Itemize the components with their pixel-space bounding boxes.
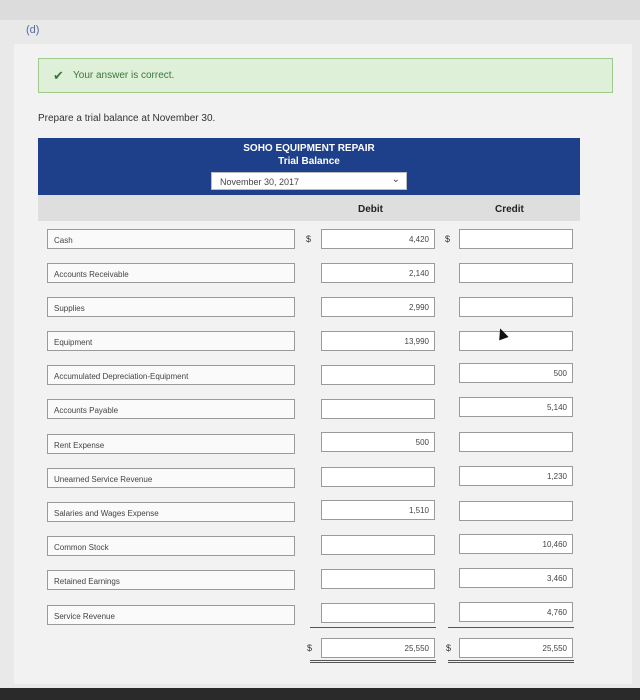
account-select-rent-expense[interactable]: Rent Expense [47, 434, 295, 454]
account-select-service-revenue[interactable]: Service Revenue [47, 605, 295, 625]
total-credit-input[interactable]: 25,550 [459, 638, 573, 658]
account-select-unearned-service-revenue[interactable]: Unearned Service Revenue [47, 468, 295, 488]
credit-input-salaries-wages-expense[interactable] [459, 501, 573, 521]
debit-input-cash[interactable]: 4,420 [321, 229, 435, 249]
account-select-accounts-payable[interactable]: Accounts Payable [47, 399, 295, 419]
credit-input-cash[interactable] [459, 229, 573, 249]
debit-column-header: Debit [358, 204, 383, 215]
credit-total-double-rule [448, 660, 574, 663]
credit-input-accounts-receivable[interactable] [459, 263, 573, 283]
bottom-strip [0, 688, 640, 700]
debit-input-accounts-payable[interactable] [321, 399, 435, 419]
total-debit-dollar-sign: $ [307, 643, 313, 653]
credit-input-accounts-payable[interactable]: 5,140 [459, 397, 573, 417]
debit-input-unearned-service-revenue[interactable] [321, 467, 435, 487]
credit-input-unearned-service-revenue[interactable]: 1,230 [459, 466, 573, 486]
debit-input-service-revenue[interactable] [321, 603, 435, 623]
debit-input-common-stock[interactable] [321, 535, 435, 555]
statement-title: Trial Balance [278, 156, 340, 167]
account-select-salaries-wages-expense[interactable]: Salaries and Wages Expense [47, 502, 295, 522]
credit-input-supplies[interactable] [459, 297, 573, 317]
credit-input-common-stock[interactable]: 10,460 [459, 534, 573, 554]
credit-total-rule [448, 627, 574, 628]
credit-input-equipment[interactable] [459, 331, 573, 351]
debit-input-equipment[interactable]: 13,990 [321, 331, 435, 351]
account-select-accumulated-depreciation[interactable]: Accumulated Depreciation-Equipment [47, 365, 295, 385]
debit-dollar-sign: $ [306, 234, 312, 244]
chevron-down-icon: ⌄ [391, 174, 400, 185]
debit-input-accumulated-depreciation[interactable] [321, 365, 435, 385]
debit-input-accounts-receivable[interactable]: 2,140 [321, 263, 435, 283]
debit-input-supplies[interactable]: 2,990 [321, 297, 435, 317]
credit-input-rent-expense[interactable] [459, 432, 573, 452]
debit-total-rule [310, 627, 436, 628]
credit-dollar-sign: $ [445, 234, 451, 244]
debit-input-retained-earnings[interactable] [321, 569, 435, 589]
account-select-accounts-receivable[interactable]: Accounts Receivable [47, 263, 295, 283]
company-name: SOHO EQUIPMENT REPAIR [243, 143, 375, 154]
account-select-common-stock[interactable]: Common Stock [47, 536, 295, 556]
debit-input-salaries-wages-expense[interactable]: 1,510 [321, 500, 435, 520]
credit-column-header: Credit [495, 204, 524, 215]
question-prompt: Prepare a trial balance at November 30. [38, 113, 216, 124]
correct-feedback-banner [38, 58, 613, 93]
part-label: (d) [26, 24, 40, 36]
column-header-row [38, 195, 580, 221]
trial-balance-header [38, 138, 580, 195]
credit-input-retained-earnings[interactable]: 3,460 [459, 568, 573, 588]
check-icon: ✔ [53, 68, 64, 83]
total-debit-input[interactable]: 25,550 [321, 638, 435, 658]
top-strip [0, 0, 640, 20]
credit-input-service-revenue[interactable]: 4,760 [459, 602, 573, 622]
credit-input-accumulated-depreciation[interactable]: 500 [459, 363, 573, 383]
date-dropdown-value: November 30, 2017 [220, 177, 300, 187]
account-select-supplies[interactable]: Supplies [47, 297, 295, 317]
account-select-equipment[interactable]: Equipment [47, 331, 295, 351]
date-dropdown[interactable] [211, 172, 407, 190]
debit-total-double-rule [310, 660, 436, 663]
total-credit-dollar-sign: $ [446, 643, 452, 653]
feedback-text: Your answer is correct. [73, 70, 175, 81]
account-select-retained-earnings[interactable]: Retained Earnings [47, 570, 295, 590]
account-select-cash[interactable]: Cash [47, 229, 295, 249]
debit-input-rent-expense[interactable]: 500 [321, 432, 435, 452]
